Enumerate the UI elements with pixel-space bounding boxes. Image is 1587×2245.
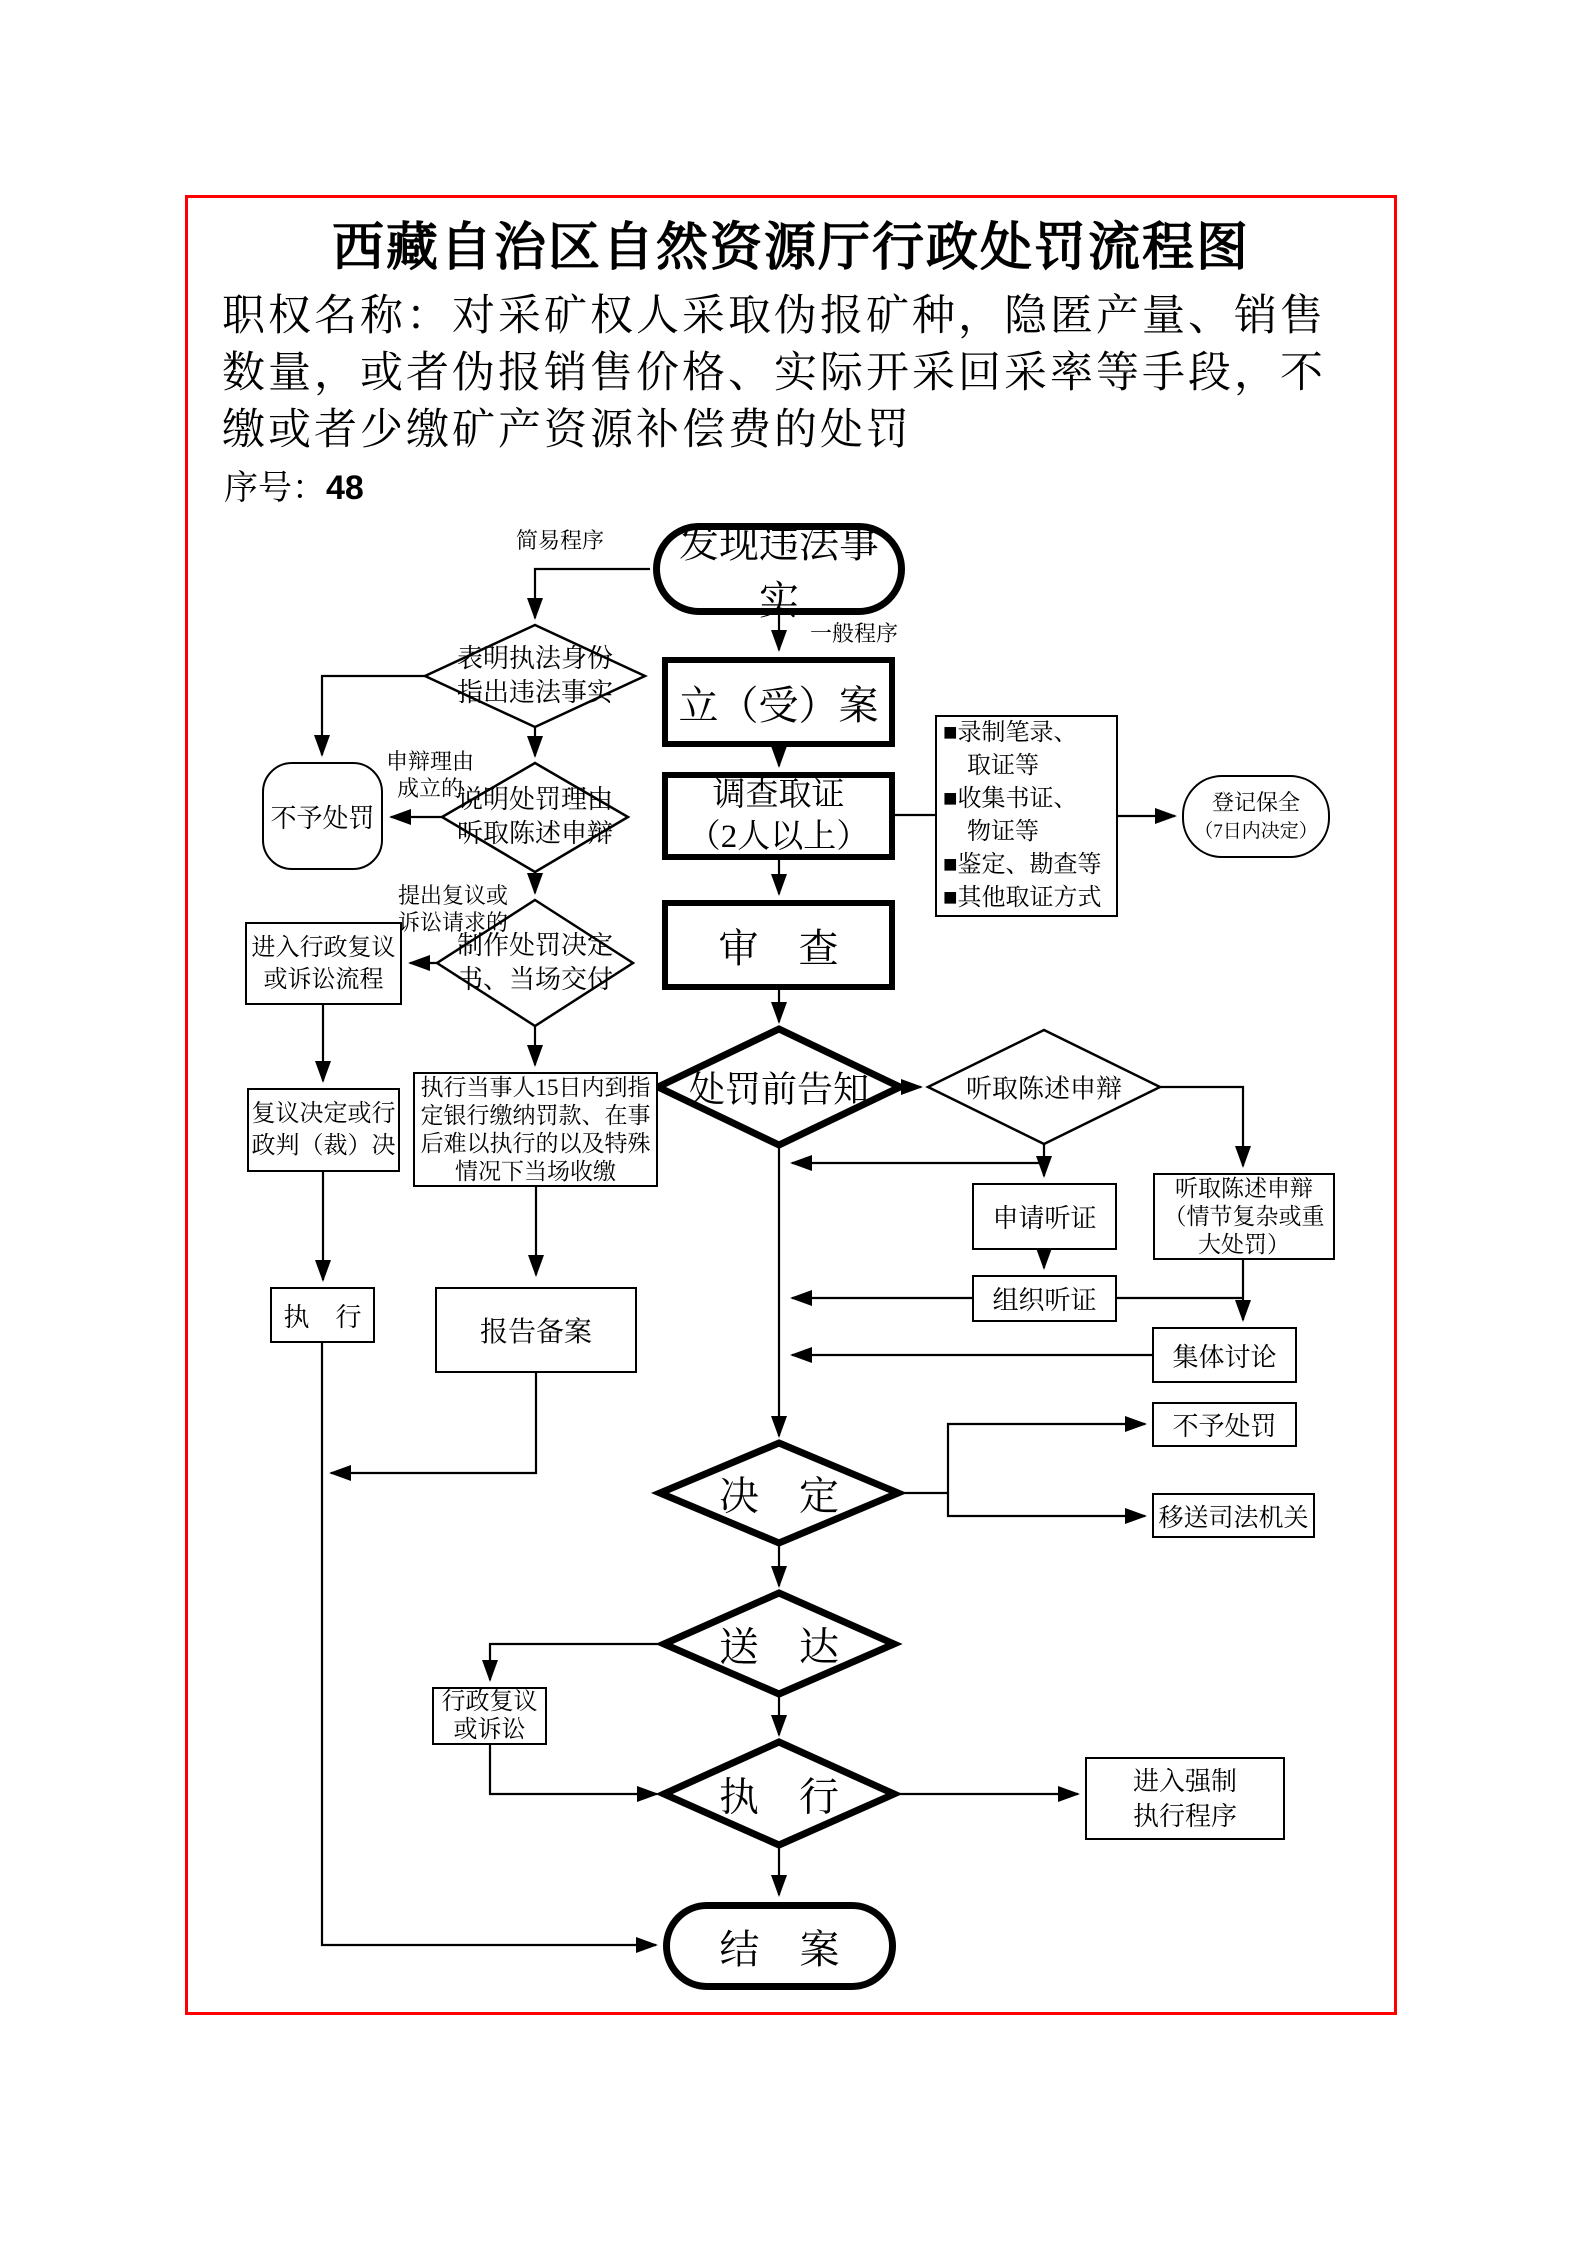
node-collective-discussion <box>1152 1327 1297 1383</box>
node-no-penalty-right <box>1152 1402 1297 1447</box>
node-label: 后难以执行的以及特殊 <box>420 1130 651 1156</box>
node-label: 报告备案 <box>479 1317 592 1348</box>
evidence-item: ■录制笔录、 <box>943 720 1078 746</box>
node-label: 制作处罚决定 <box>456 931 614 960</box>
node-transfer-judicial <box>1152 1493 1315 1538</box>
node-compulsory-execution <box>1085 1757 1285 1840</box>
node-label: 发现违法事实 <box>679 521 879 623</box>
node-execute-left <box>270 1287 375 1343</box>
label-hear-statement: 听取陈述申辩 <box>965 1074 1123 1104</box>
connector-hear-statement-to-mainline <box>792 1144 1044 1163</box>
serial-label: 序号： <box>224 470 326 507</box>
node-label: 进入行政复议 <box>251 934 396 961</box>
evidence-item: ■收集书证、 <box>943 786 1078 812</box>
node-label: 不予处罚 <box>1172 1412 1277 1441</box>
node-label: 申请听证 <box>992 1204 1097 1233</box>
node-hear-statement-major <box>1153 1173 1335 1260</box>
edge-label-line: 诉讼请求的 <box>398 910 509 935</box>
node-report-record <box>435 1287 637 1373</box>
connector-reconsideration-to-execution <box>490 1745 657 1794</box>
node-label: 情况下当场收缴 <box>455 1158 616 1184</box>
node-label: 进入强制 <box>1132 1766 1237 1796</box>
node-label: 听取陈述申辩 <box>456 819 614 848</box>
edge-label-line: 提出复议或 <box>398 883 509 908</box>
label-execution: 执 行 <box>719 1774 839 1820</box>
node-investigation <box>662 772 895 860</box>
node-label: 立（受）案 <box>678 682 879 728</box>
node-label: 调查取证 <box>712 777 845 813</box>
node-label: 审 查 <box>718 925 839 971</box>
edge-label-simple-procedure: 简易程序 <box>516 528 605 553</box>
node-label: 复议决定或行 <box>251 1101 396 1127</box>
node-label: 执行程序 <box>1132 1801 1237 1831</box>
evidence-item: 取证等 <box>943 753 1039 779</box>
edge-label-general-procedure: 一般程序 <box>810 621 899 646</box>
node-label: 表明执法身份 <box>456 644 614 673</box>
subtitle-line: 缴或者少缴矿产资源补偿费的处罚 <box>222 407 912 454</box>
node-case-closed <box>663 1902 896 1990</box>
node-label: 或诉讼 <box>453 1717 526 1743</box>
node-case-filing <box>662 657 895 747</box>
label-pre-penalty-notice: 处罚前告知 <box>688 1069 870 1110</box>
node-organize-hearing <box>972 1275 1117 1322</box>
node-label: （7日内决定） <box>1194 820 1318 842</box>
node-label: 行政复议 <box>441 1689 538 1715</box>
page-title: 西藏自治区自然资源厅行政处罚流程图 <box>331 219 1250 277</box>
label-delivery: 送 达 <box>719 1624 839 1670</box>
connector-hear-statement-to-major <box>1160 1087 1243 1166</box>
connector-delivery-to-reconsideration <box>490 1644 664 1680</box>
node-label: 定银行缴纳罚款、在事 <box>420 1102 651 1128</box>
edge-label-line: 成立的 <box>396 776 463 801</box>
node-label: 说明处罚理由 <box>456 785 614 814</box>
node-evidence-methods <box>935 715 1118 917</box>
connector-decision-to-no-penalty <box>948 1424 1145 1493</box>
node-label: 指出违法事实 <box>456 678 614 707</box>
node-enter-reconsideration <box>245 922 402 1005</box>
node-label: 大处罚） <box>1198 1231 1290 1257</box>
node-label: 不予处罚 <box>270 803 375 833</box>
evidence-item: ■鉴定、勘查等 <box>943 852 1102 878</box>
node-admin-reconsideration <box>432 1687 547 1745</box>
connector-decision-to-judicial <box>948 1493 1145 1516</box>
node-label: 书、当场交付 <box>456 965 614 994</box>
node-start <box>653 521 905 623</box>
node-label: 听取陈述申辩 <box>1175 1175 1313 1201</box>
connector-start-to-show-identity <box>535 569 650 618</box>
node-label: 结 案 <box>719 1926 840 1972</box>
connector-report-to-left-column <box>331 1373 536 1473</box>
subtitle-line: 数量，或者伪报销售价格、实际开采回采率等手段，不 <box>222 350 1326 397</box>
label-decision: 决 定 <box>719 1473 839 1519</box>
node-label: 登记保全 <box>1211 789 1300 815</box>
connector-identity-to-no-penalty1 <box>322 676 425 755</box>
node-label: 集体讨论 <box>1172 1342 1277 1372</box>
node-label: 政判（裁）决 <box>251 1133 396 1159</box>
evidence-item: 物证等 <box>943 819 1039 845</box>
label-make-decision-doc <box>457 929 613 997</box>
node-label: 或诉讼流程 <box>263 966 384 993</box>
label-explain-reason <box>457 783 613 851</box>
node-party-pay-fine <box>413 1072 658 1187</box>
node-reconsideration-ruling <box>247 1088 400 1172</box>
edge-label-defense-established <box>386 748 474 802</box>
node-label: （情节复杂或重 <box>1163 1203 1325 1229</box>
node-register-preserve <box>1182 775 1330 858</box>
node-label: 组织听证 <box>992 1286 1097 1315</box>
node-label: 移送司法机关 <box>1158 1504 1309 1532</box>
subtitle-line: 职权名称：对采矿权人采取伪报矿种，隐匿产量、销售 <box>222 293 1326 340</box>
node-review <box>662 900 895 990</box>
serial-value: 48 <box>326 469 364 507</box>
edge-label-line: 申辩理由 <box>386 749 475 774</box>
edge-label-reconsideration-request <box>398 882 508 936</box>
node-label: （2人以上） <box>687 819 870 855</box>
node-apply-hearing <box>972 1183 1117 1250</box>
node-no-penalty-left <box>262 762 383 870</box>
label-show-identity <box>457 642 613 710</box>
evidence-item: ■其他取证方式 <box>943 885 1102 911</box>
node-label: 执 行 <box>283 1302 362 1332</box>
node-label: 执行当事人15日内到指 <box>420 1074 651 1100</box>
